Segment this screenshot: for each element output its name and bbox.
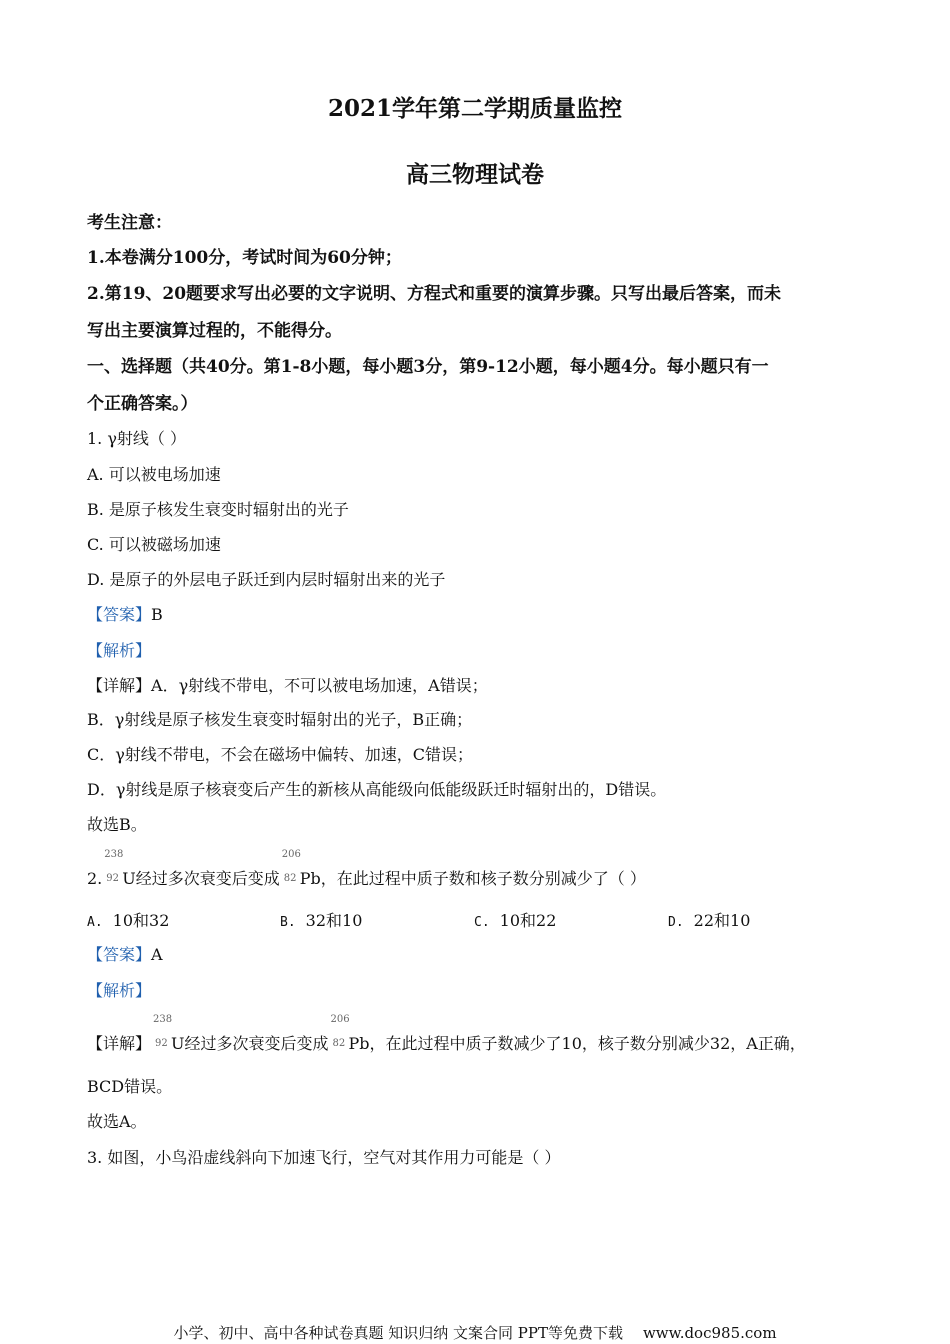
notice-item-2-line-2: 写出主要演算过程的，不能得分。 (87, 321, 342, 341)
q2-stem-mid: U经过多次衰变后变成 (122, 869, 280, 888)
uranium-mass-number: 238 (104, 849, 124, 860)
page-title: 2021学年第二学期质量监控 (327, 95, 622, 122)
section-heading-line-1: 一、选择题（共40分。第1-8小题，每小题3分，第9-12小题，每小题4分。每小题只有一 (87, 357, 769, 377)
q2-answer (87, 944, 163, 966)
q2-stem (87, 849, 646, 890)
detail-mid: U经过多次衰变后变成 (171, 1034, 329, 1053)
lead-atomic-number: 82 (283, 873, 297, 884)
answer-tag: 【答案】 (87, 605, 152, 624)
notice-item-1: 1.本卷满分100分，考试时间为60分钟； (87, 248, 402, 268)
footer-url[interactable]: www.doc985.com (642, 1324, 777, 1342)
q1-detail-line-2: B．γ射线是原子核发生衰变时辐射出的光子，B正确； (87, 710, 473, 729)
q2-stem-end: Pb，在此过程中质子数和核子数分别减少了（ ） (299, 869, 646, 888)
lead-nuclide-notation: 206 82 (330, 1014, 350, 1049)
q1-option-c: C. 可以被磁场加速 (87, 535, 221, 554)
q2-detail-line-1 (87, 1014, 806, 1055)
detail-tag: 【详解】 (87, 676, 152, 695)
q1-analysis-tag: 【解析】 (87, 641, 152, 660)
q1-detail-line-3: C．γ射线不带电，不会在磁场中偏转、加速，C错误； (87, 745, 474, 764)
detail-text: A．γ射线不带电，不可以被电场加速，A错误； (151, 676, 488, 695)
q1-answer (87, 604, 163, 626)
q2-analysis-tag: 【解析】 (87, 981, 152, 1000)
q2-number: 2. (87, 869, 103, 888)
section-heading-line-2: 个正确答案。） (87, 394, 198, 414)
q2-detail-line-2: BCD错误。 (87, 1077, 173, 1096)
footer-text: 小学、初中、高中各种试卷真题 知识归纳 文案合同 PPT等免费下载 (173, 1324, 623, 1342)
uranium-atomic-number: 92 (106, 873, 119, 884)
notice-item-2-line-1: 2.第19、20题要求写出必要的文字说明、方程式和重要的演算步骤。只写出最后答案，而未 (87, 284, 782, 304)
q2-conclusion: 故选A。 (87, 1112, 147, 1131)
q2-option-d: D. 22和10 (668, 911, 751, 930)
q3-stem: 3. 如图，小鸟沿虚线斜向下加速飞行，空气对其作用力可能是（ ） (87, 1148, 561, 1167)
detail-tag: 【详解】 (87, 1034, 152, 1053)
q1-detail-line-1 (87, 675, 488, 697)
q2-option-c: C. 10和22 (474, 911, 557, 930)
detail-end: Pb，在此过程中质子数减少了10，核子数分别减少32，A正确， (348, 1034, 806, 1053)
q2-option-b: B. 32和10 (280, 911, 363, 930)
page-subtitle: 高三物理试卷 (406, 161, 544, 188)
q1-stem: 1. γ射线（ ） (87, 429, 187, 448)
lead-nuclide-notation (280, 849, 301, 884)
uranium-nuclide-notation (102, 849, 124, 884)
q2-option-a: A. 10和32 (87, 911, 170, 930)
lead-mass-number: 206 (281, 849, 301, 860)
answer-tag: 【答案】 (87, 945, 152, 964)
page-footer (0, 1322, 950, 1343)
q1-option-d: D. 是原子的外层电子跃迁到内层时辐射出来的光子 (87, 570, 446, 589)
answer-value: A (151, 945, 163, 964)
q1-option-b: B. 是原子核发生衰变时辐射出的光子 (87, 500, 349, 519)
answer-value: B (151, 605, 163, 624)
q1-option-a: A. 可以被电场加速 (87, 465, 221, 484)
q1-conclusion: 故选B。 (87, 815, 147, 834)
q1-detail-line-4: D．γ射线是原子核衰变后产生的新核从高能级向低能级跃迁时辐射出的，D错误。 (87, 780, 667, 799)
notice-heading: 考生注意： (87, 213, 172, 233)
uranium-nuclide-notation: 238 92 (153, 1014, 173, 1049)
